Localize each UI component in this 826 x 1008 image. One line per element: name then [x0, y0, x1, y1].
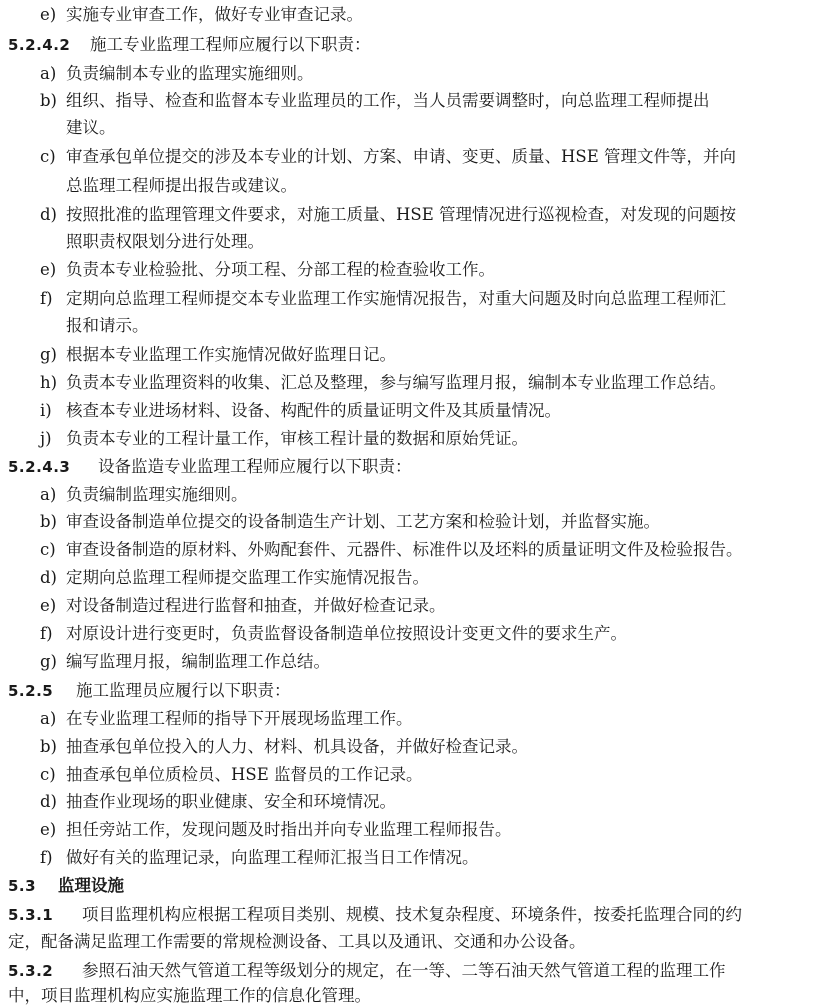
- item-text: 对设备制造过程进行监督和抽查，并做好检查记录。: [66, 596, 446, 615]
- item-label: d): [40, 792, 57, 811]
- item-text: 核查本专业进场材料、设备、构配件的质量证明文件及其质量情况。: [66, 401, 561, 420]
- item-label: j): [40, 429, 52, 448]
- item-text: 在专业监理工程师的指导下开展现场监理工作。: [66, 709, 413, 728]
- item-label: a): [40, 709, 57, 728]
- item-label: a): [40, 485, 57, 504]
- section-number: 5.3: [8, 877, 37, 895]
- clause-number: 5.2.4.3: [8, 458, 71, 476]
- item-label: g): [40, 345, 57, 364]
- item-label: h): [40, 373, 58, 392]
- item-label: e): [40, 596, 57, 615]
- item-label: a): [40, 64, 57, 83]
- item-text: 审查设备制造的原材料、外购配套件、元器件、标准件以及坯料的质量证明文件及检验报告。: [66, 540, 743, 559]
- item-label: d): [40, 205, 57, 224]
- item-label: i): [40, 401, 52, 420]
- clause-text: 施工专业监理工程师应履行以下职责：: [90, 35, 371, 54]
- clause-text: 项目监理机构应根据工程项目类别、规模、技术复杂程度、环境条件，按委托监理合同的约: [82, 905, 742, 924]
- clause-number: 5.3.1: [8, 906, 54, 924]
- item-text: 建议。: [66, 118, 116, 137]
- item-text: 负责本专业检验批、分项工程、分部工程的检查验收工作。: [66, 260, 495, 279]
- item-text: 抽查承包单位质检员、HSE 监督员的工作记录。: [66, 765, 423, 784]
- item-label: f): [40, 848, 53, 867]
- item-label: e): [40, 5, 57, 24]
- item-text: 负责编制本专业的监理实施细则。: [66, 64, 314, 83]
- item-label: f): [40, 289, 53, 308]
- item-text: 照职责权限划分进行处理。: [66, 232, 264, 251]
- item-label: b): [40, 512, 57, 531]
- item-text: 实施专业审查工作，做好专业审查记录。: [66, 5, 363, 24]
- item-label: c): [40, 540, 56, 559]
- item-label: g): [40, 652, 57, 671]
- clause-text: 施工监理员应履行以下职责：: [76, 681, 291, 700]
- item-text: 担任旁站工作，发现问题及时指出并向专业监理工程师报告。: [66, 820, 512, 839]
- item-label: e): [40, 820, 57, 839]
- item-text: 审查设备制造单位提交的设备制造生产计划、工艺方案和检验计划，并监督实施。: [66, 512, 660, 531]
- item-text: 报和请示。: [66, 316, 149, 335]
- item-label: c): [40, 147, 56, 166]
- item-text: 总监理工程师提出报告或建议。: [66, 176, 297, 195]
- item-text: 负责本专业监理资料的收集、汇总及整理，参与编写监理月报，编制本专业监理工作总结。: [66, 373, 726, 392]
- item-text: 负责编制监理实施细则。: [66, 485, 248, 504]
- item-label: b): [40, 737, 57, 756]
- clause-text: 参照石油天然气管道工程等级划分的规定，在一等、二等石油天然气管道工程的监理工作: [82, 961, 726, 980]
- item-text: 审查承包单位提交的涉及本专业的计划、方案、申请、变更、质量、HSE 管理文件等，并向: [66, 147, 736, 166]
- item-text: 定期向总监理工程师提交本专业监理工作实施情况报告，对重大问题及时向总监理工程师汇: [66, 289, 726, 308]
- item-text: 负责本专业的工程计量工作，审核工程计量的数据和原始凭证。: [66, 429, 528, 448]
- item-text: 根据本专业监理工作实施情况做好监理日记。: [66, 345, 396, 364]
- item-label: b): [40, 91, 57, 110]
- clause-number: 5.2.5: [8, 682, 54, 700]
- item-text: 组织、指导、检查和监督本专业监理员的工作，当人员需要调整时，向总监理工程师提出: [66, 91, 710, 110]
- item-label: d): [40, 568, 57, 587]
- paragraph-text: 中，项目监理机构应实施监理工作的信息化管理。: [8, 986, 371, 1005]
- item-text: 按照批准的监理管理文件要求，对施工质量、HSE 管理情况进行巡视检查，对发现的问题按: [66, 205, 736, 224]
- clause-number: 5.3.2: [8, 962, 54, 980]
- item-label: f): [40, 624, 53, 643]
- clause-text: 设备监造专业监理工程师应履行以下职责：: [98, 457, 412, 476]
- item-text: 做好有关的监理记录，向监理工程师汇报当日工作情况。: [66, 848, 479, 867]
- item-label: e): [40, 260, 57, 279]
- item-label: c): [40, 765, 56, 784]
- clause-number: 5.2.4.2: [8, 36, 71, 54]
- item-text: 对原设计进行变更时，负责监督设备制造单位按照设计变更文件的要求生产。: [66, 624, 627, 643]
- item-text: 抽查作业现场的职业健康、安全和环境情况。: [66, 792, 396, 811]
- section-title: 监理设施: [58, 876, 124, 895]
- item-text: 编写监理月报，编制监理工作总结。: [66, 652, 330, 671]
- paragraph-text: 定，配备满足监理工作需要的常规检测设备、工具以及通讯、交通和办公设备。: [8, 932, 586, 951]
- item-text: 抽查承包单位投入的人力、材料、机具设备，并做好检查记录。: [66, 737, 528, 756]
- item-text: 定期向总监理工程师提交监理工作实施情况报告。: [66, 568, 429, 587]
